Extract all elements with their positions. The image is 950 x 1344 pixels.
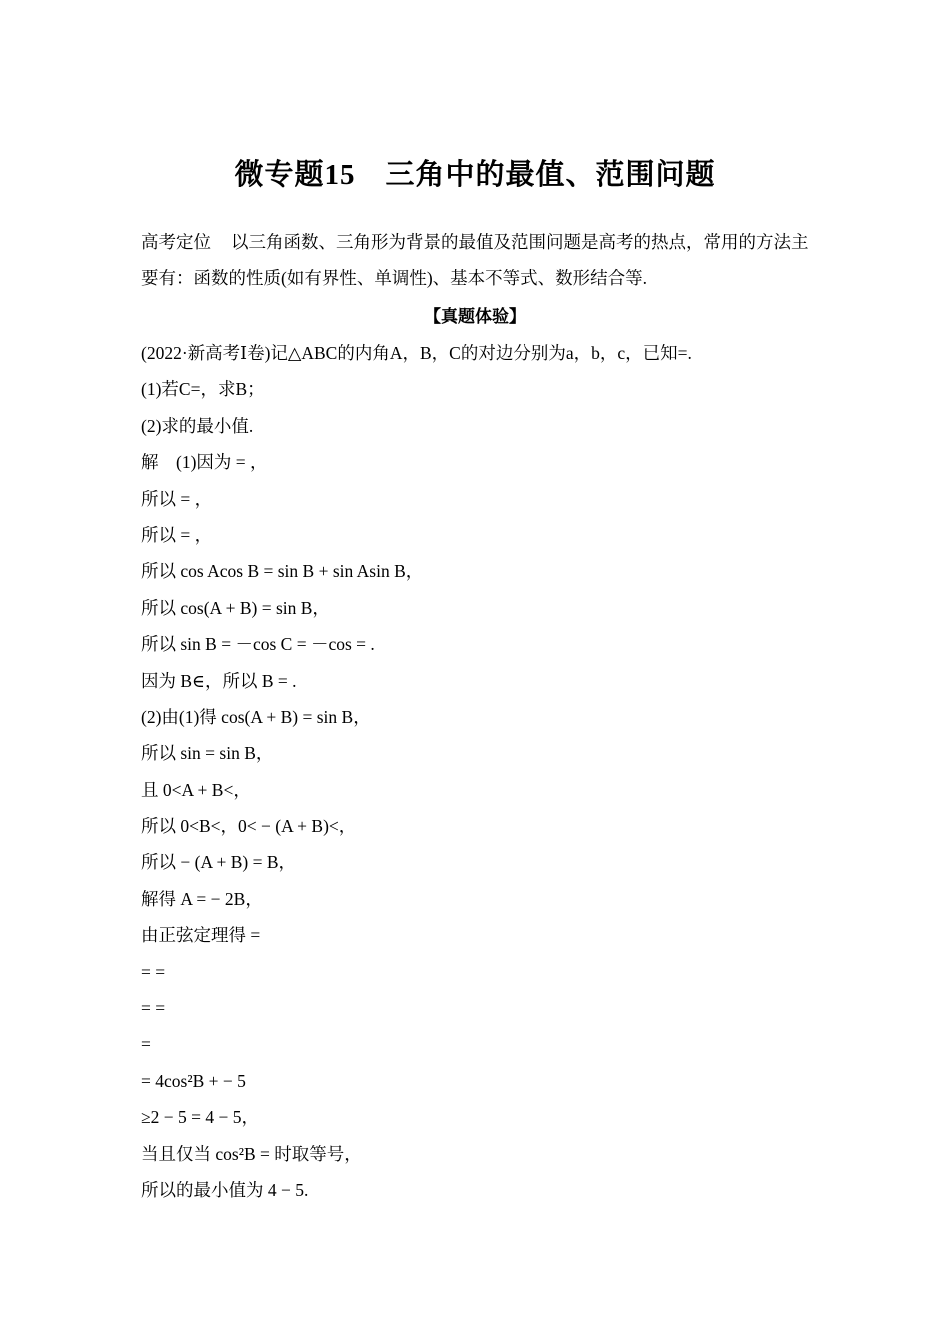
intro-label: 高考定位 — [141, 232, 211, 252]
solution-line: 所以 − (A + B) = B， — [141, 852, 297, 873]
problem-statement: (2022·新高考Ⅰ卷)记△ABC的内角A，B，C的对边分别为a，b，c，已知=. — [141, 343, 692, 363]
solution-line: ≥2 − 5 = 4 − 5， — [141, 1107, 259, 1128]
solution-line: 由正弦定理得 = — [141, 925, 261, 946]
solution-line: 所以 cos Acos B = sin B + sin Asin B， — [141, 561, 424, 582]
solution-line: = 4cos²B + − 5 — [141, 1070, 246, 1091]
solution-line: (2)由(1)得 cos(A + B) = sin B， — [141, 706, 371, 727]
solution-body — [141, 335, 821, 1208]
solution-line: = = — [141, 961, 166, 982]
title-number: 15 — [324, 159, 356, 191]
problem-part-2: (2)求的最小值. — [141, 415, 254, 436]
page-title — [0, 152, 950, 193]
solution-line: 解得 A = − 2B， — [141, 888, 263, 909]
solution-line: 所以 = ， — [141, 524, 213, 545]
solution-line: = = — [141, 998, 166, 1019]
solution-line: 因为 B∈，所以 B = . — [141, 670, 297, 691]
title-prefix: 微专题 — [234, 159, 325, 191]
solution-line: = — [141, 1034, 151, 1055]
intro-paragraph — [141, 224, 817, 296]
solution-line: 当且仅当 cos²B = 时取等号， — [141, 1143, 362, 1164]
solution-line: 解 (1)因为 = ， — [141, 452, 268, 473]
section-heading: 【真题体验】 — [424, 307, 526, 327]
solution-line: 所以的最小值为 4 − 5. — [141, 1179, 309, 1200]
solution-line: 所以 0<B<，0< − (A + B)<， — [141, 816, 357, 837]
solution-line: 所以 sin B = －cos C = －cos = . — [141, 634, 375, 655]
solution-line: 所以 = ， — [141, 488, 213, 509]
title-text: 三角中的最值、范围问题 — [385, 159, 716, 191]
solution-line: 且 0<A + B<， — [141, 779, 251, 800]
problem-part-1: (1)若C=，求B； — [141, 379, 265, 400]
intro-text: 以三角函数、三角形为背景的最值及范围问题是高考的热点，常用的方法主要有：函数的性质(如有界性、单调性)、基本不等式、数形结合等. — [141, 232, 809, 288]
solution-line: 所以 cos(A + B) = sin B， — [141, 597, 330, 618]
solution-line: 所以 sin = sin B， — [141, 743, 274, 764]
